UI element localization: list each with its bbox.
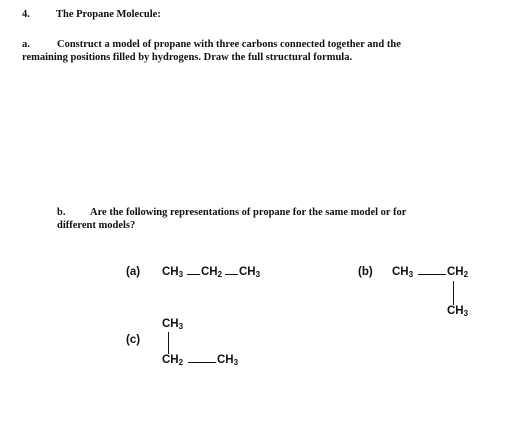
structure-a-bond-1: [187, 274, 200, 275]
structure-b-bond-1: [418, 274, 446, 275]
structure-c-label: (c): [126, 334, 141, 346]
structure-a-group-1: $CH_3$: [162, 266, 184, 279]
part-b-label: b.: [57, 207, 66, 218]
part-b-text-line1: Are the following representations of propane for the same model or for: [90, 207, 407, 218]
structure-c-group-2: $CH_3$: [217, 354, 239, 367]
structure-b-group-3: $CH_3$: [447, 305, 469, 318]
structure-b-label: (b): [358, 266, 373, 278]
structure-c-top-group: $CH_3$: [162, 318, 184, 331]
question-number: 4.: [22, 9, 30, 20]
structure-a-bond-2: [225, 274, 238, 275]
structure-c-bond-1: [168, 332, 169, 354]
question-title: The Propane Molecule:: [56, 9, 161, 20]
structure-c-bond-2: [188, 362, 216, 363]
structure-b-group-1: $CH_3$: [392, 266, 414, 279]
structure-b-group-2: $CH_2$: [447, 266, 469, 279]
part-b-text-line2: different models?: [57, 220, 136, 231]
structure-c-group-1: $CH_2$: [162, 354, 184, 367]
structure-a-label: (a): [126, 266, 141, 278]
structure-a-group-3: $CH_3$: [239, 266, 261, 279]
part-a-text-line1: Construct a model of propane with three carbons connected together and the: [57, 39, 401, 50]
structure-a-group-2: $CH_2$: [201, 266, 223, 279]
structure-b-bond-2: [453, 281, 454, 305]
part-a-text-line2: remaining positions filled by hydrogens. Draw the full structural formula.: [22, 52, 353, 63]
part-a-label: a.: [22, 39, 30, 50]
